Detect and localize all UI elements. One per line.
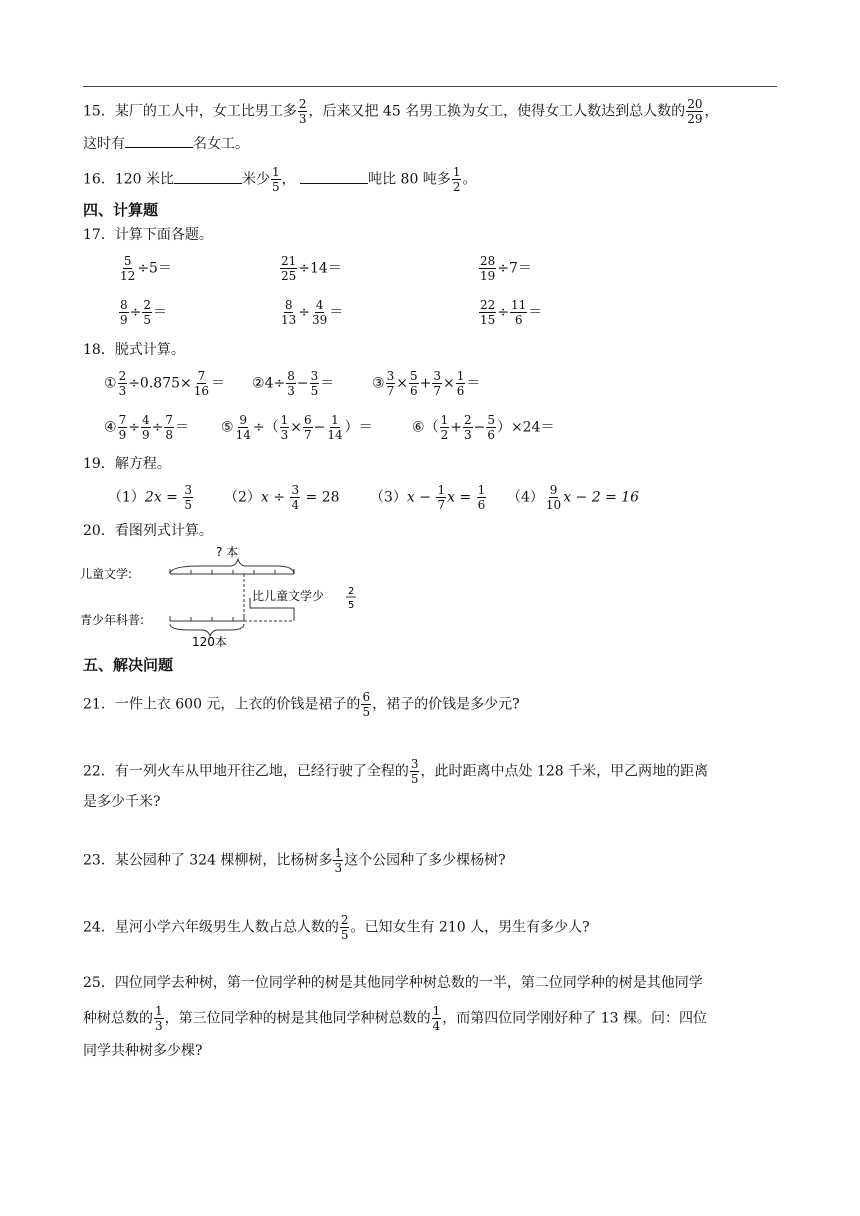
fraction: $\frac{1}{5}$ [272,165,280,194]
calc-item: ⑤ $\frac{9}{14}$ ÷（ $\frac{1}{3}$ × $\frac{6}{7}$ − $\frac{1}{14}$ ）＝ [221,413,373,442]
header-rule [83,86,777,87]
calc-item: ③ $\frac{3}{7}$ × $\frac{5}{6}$ + $\frac{3}{7}$ × $\frac{1}{6}$ ＝ [372,369,481,398]
calc-item: $\frac{8}{9}$ ÷ $\frac{2}{5}$ ＝ [120,298,168,327]
answer-blank[interactable] [174,183,242,184]
question-25-line3: 同学共种树多少棵? [83,1043,203,1059]
question-15: 15．某厂的工人中，女工比男工多 $\frac{2}{3}$ ，后来又把 45 名男工换为女工，使得女工人数达到总人数的 $\frac{20}{29}$ ， [83,97,719,126]
calc-item: ④ $\frac{7}{9}$ ÷ $\frac{4}{9}$ ÷ $\frac{7}{8}$ ＝ [104,413,189,442]
fraction: $\frac{1}{2}$ [452,165,461,194]
calc-item: $\frac{8}{13}$ ÷ $\frac{4}{39}$ ＝ [281,298,344,327]
calc-item: ②4÷ $\frac{8}{3}$ − $\frac{3}{5}$ ＝ [252,369,335,398]
answer-blank[interactable] [125,147,193,148]
equation: （2）x ÷ $\frac{3}{4}$ = 28 [224,483,340,512]
question-23: 23．某公园种了 324 棵柳树，比杨树多 $\frac{1}{3}$ 这个公园种了多少棵杨树? [83,846,506,875]
svg-text:5: 5 [348,600,355,611]
section-heading-4: 四、计算题 [83,201,159,219]
calc-item: $\frac{28}{19}$ ÷7＝ [480,254,532,283]
equation: （1）2x = $\frac{3}{5}$ [108,483,192,512]
section-heading-5: 五、解决问题 [83,656,174,674]
unknown-label: ? 本 [216,545,239,559]
fraction: $\frac{2}{3}$ [298,97,307,126]
question-24: 24．星河小学六年级男生人数占总人数的 $\frac{2}{5}$ 。已知女生有 210 人，男生有多少人? [83,913,590,942]
fraction: $\frac{20}{29}$ [687,97,703,126]
question-15-line2: 这时有 名女工。 [83,136,249,152]
calc-item: ① $\frac{2}{3}$ ÷0.875× $\frac{7}{16}$ ＝ [104,369,226,398]
question-16: 16．120 米比 米少 $\frac{1}{5}$ ， 吨比 80 吨多 $\frac{1}{2}$ 。 [83,165,477,194]
calc-item: ⑥（ $\frac{1}{2}$ + $\frac{2}{3}$ − $\frac{5}{6}$ ）×24＝ [412,413,555,442]
calc-item: $\frac{22}{15}$ ÷ $\frac{11}{6}$ ＝ [480,298,543,327]
svg-text:2: 2 [348,586,355,597]
question-22-line2: 是多少千米? [83,794,161,810]
question-18-title: 18．脱式计算。 [83,342,185,358]
answer-blank[interactable] [300,183,368,184]
question-20-title: 20．看图列式计算。 [83,523,213,539]
question-25: 25．四位同学去种树，第一位同学种的树是其他同学种树总数的一半，第二位同学种的树是其他同学 [83,975,703,991]
equation: （4） $\frac{9}{10}$ x − 2 = 16 [507,483,640,512]
line-segment-diagram [80,542,380,652]
question-17-title: 17．计算下面各题。 [83,227,213,243]
question-25-line2: 种树总数的 $\frac{1}{3}$ ，第三位同学种的树是其他同学种树总数的 $\frac{1}{4}$ ，而第四位同学刚好种了 13 棵。问：四位 [83,1004,707,1033]
calc-item: $\frac{5}{12}$ ÷5＝ [120,254,172,283]
question-19-title: 19．解方程。 [83,456,171,472]
question-21: 21．一件上衣 600 元，上衣的价钱是裙子的 $\frac{6}{5}$ ，裙子的价钱是多少元? [83,690,520,719]
difference-note: 比儿童文学少 [252,589,325,603]
calc-item: $\frac{21}{25}$ ÷14＝ [281,254,342,283]
known-label: 120本 [192,635,227,649]
row-label-science: 青少年科普: [80,613,145,627]
question-22: 22．有一列火车从甲地开往乙地，已经行驶了全程的 $\frac{3}{5}$ ，此时距离中点处 128 千米，甲乙两地的距离 [83,757,709,786]
equation: （3）x − $\frac{1}{7}$ x = $\frac{1}{6}$ [370,483,486,512]
row-label-children: 儿童文学: [80,567,133,581]
